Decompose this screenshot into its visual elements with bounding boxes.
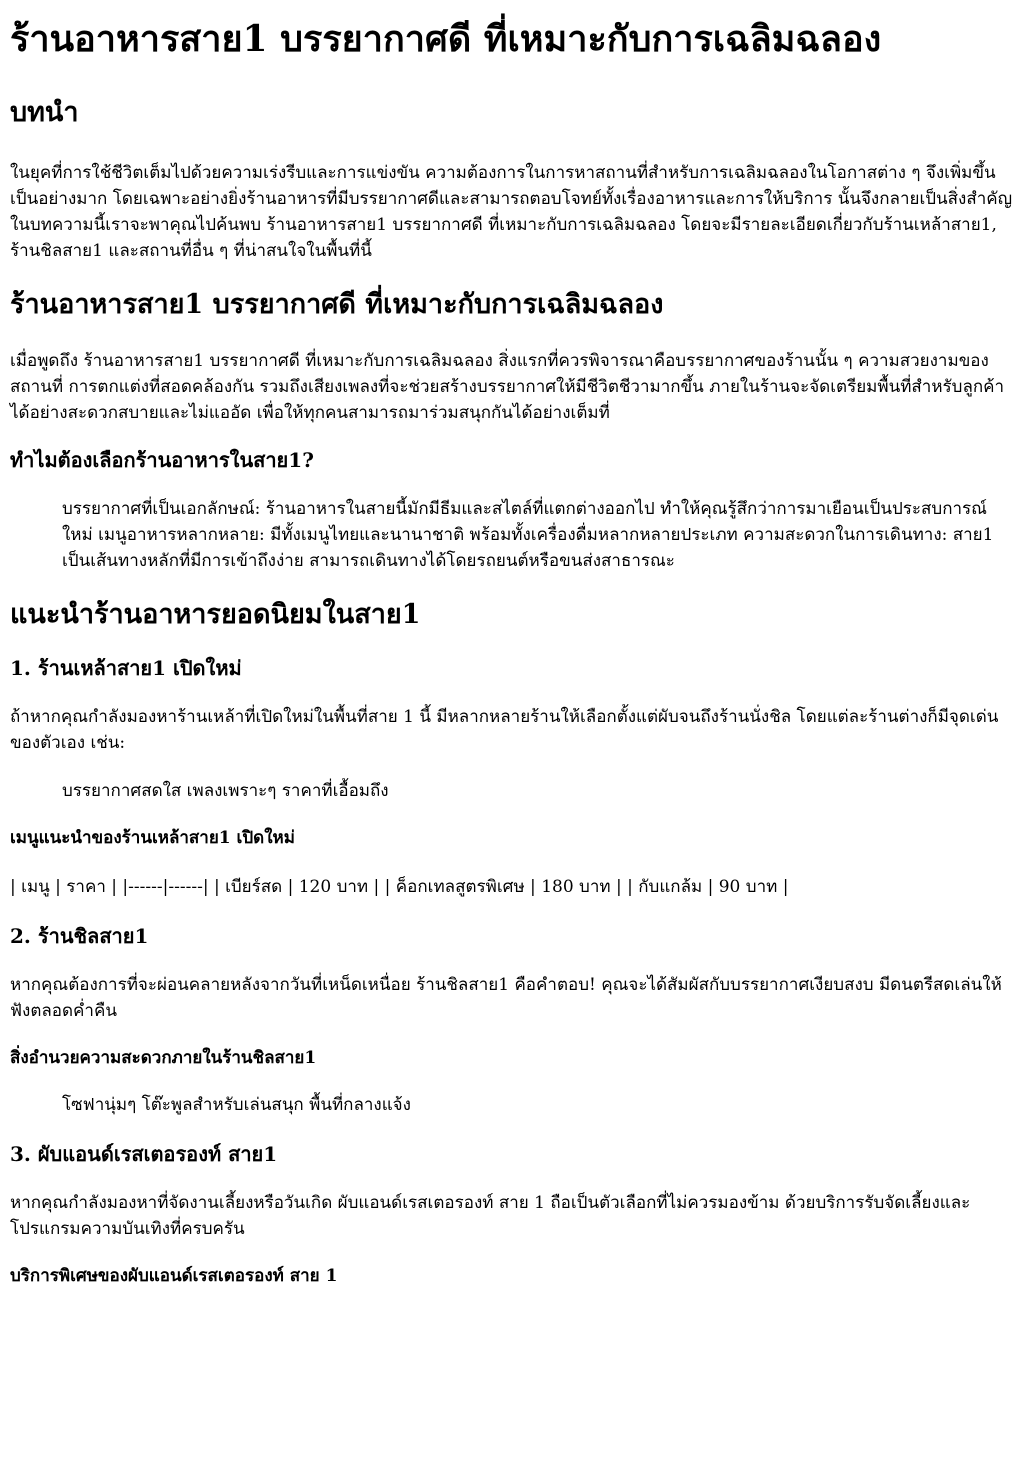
restaurant-3-heading: 3. ผับแอนด์เรสเตอรองท์ สาย1 xyxy=(10,1142,278,1166)
restaurant-1-heading: 1. ร้านเหล้าสาย1 เปิดใหม่ xyxy=(10,656,242,680)
why-choose-quote: บรรยากาศที่เป็นเอกลักษณ์: ร้านอาหารในสายนี้มักมีธีมและสไตล์ที่แตกต่างออกไป ทำให้คุณรู้สึกว่าการมาเยือนเป็นประสบการณ์ใหม่ เมนูอาหารหลากหลาย: มีทั้งเมนูไทยและนานาชาติ พร้อมทั้งเครื่องดื่มหลากหลายประเภท ความสะดวกในการเดินทาง: สาย1 เป็นเส้นทางหลักที่มีการเข้าถึงง่าย สามารถเดินทางได้โดยรถยนต์หรือขนส่งสาธารณะ xyxy=(62,499,994,571)
restaurant-3-services-heading: บริการพิเศษของผับแอนด์เรสเตอรองท์ สาย 1 xyxy=(10,1266,338,1286)
page-title: ร้านอาหารสาย1 บรรยากาศดี ที่เหมาะกับการเฉลิมฉลอง xyxy=(10,18,882,60)
restaurant-2-facilities-heading: สิ่งอำนวยความสะดวกภายในร้านชิลสาย1 xyxy=(10,1048,317,1068)
section-heading: ร้านอาหารสาย1 บรรยากาศดี ที่เหมาะกับการเฉลิมฉลอง xyxy=(10,289,664,320)
restaurant-2-facilities-quote: โซฟานุ่มๆ โต๊ะพูลสำหรับเล่นสนุก พื้นที่กลางแจ้ง xyxy=(62,1095,411,1115)
restaurant-1-quote: บรรยากาศสดใส เพลงเพราะๆ ราคาที่เอื้อมถึง xyxy=(62,781,389,801)
restaurant-3-paragraph: หากคุณกำลังมองหาที่จัดงานเลี้ยงหรือวันเกิด ผับแอนด์เรสเตอรองท์ สาย 1 ถือเป็นตัวเลือกที่ไม่ควรมองข้าม ด้วยบริการรับจัดเลี้ยงและโปรแกรมความบันเทิงที่ครบครัน xyxy=(10,1193,971,1239)
restaurant-1-menu-heading: เมนูแนะนำของร้านเหล้าสาย1 เปิดใหม่ xyxy=(10,828,295,848)
restaurant-2-heading: 2. ร้านชิลสาย1 xyxy=(10,924,149,948)
restaurant-1-menu-table-text: | เมนู | ราคา | |------|------| | เบียร์สด | 120 บาท | | ค็อกเทลสูตรพิเศษ | 180 บาท | | กับแกล้ม | 90 บาท | xyxy=(10,877,789,897)
restaurant-2-paragraph: หากคุณต้องการที่จะผ่อนคลายหลังจากวันที่เหน็ดเหนื่อย ร้านชิลสาย1 คือคำตอบ! คุณจะได้สัมผัสกับบรรยากาศเงียบสงบ มีดนตรีสดเล่นให้ฟังตลอดค่ำคืน xyxy=(10,975,1002,1021)
restaurant-1-paragraph: ถ้าหากคุณกำลังมองหาร้านเหล้าที่เปิดใหม่ในพื้นที่สาย 1 นี้ มีหลากหลายร้านให้เลือกตั้งแต่ผับจนถึงร้านนั่งชิล โดยแต่ละร้านต่างก็มีจุดเด่นของตัวเอง เช่น: xyxy=(10,707,999,753)
section-paragraph: เมื่อพูดถึง ร้านอาหารสาย1 บรรยากาศดี ที่เหมาะกับการเฉลิมฉลอง สิ่งแรกที่ควรพิจารณาคือบรรยากาศของร้านนั้น ๆ ความสวยงามของสถานที่ การตกแต่งที่สอดคล้องกัน รวมถึงเสียงเพลงที่จะช่วยสร้างบรรยากาศให้มีชีวิตชีวามากขึ้น ภายในร้านจะจัดเตรียมพื้นที่สำหรับลูกค้าได้อย่างสะดวกสบายและไม่แออัด เพื่อให้ทุกคนสามารถมาร่วมสนุกกันได้อย่างเต็มที่ xyxy=(10,351,1005,423)
intro-heading: บทนำ xyxy=(10,97,79,128)
intro-paragraph: ในยุคที่การใช้ชีวิตเต็มไปด้วยความเร่งรีบและการแข่งขัน ความต้องการในการหาสถานที่สำหรับการเฉลิมฉลองในโอกาสต่าง ๆ จึงเพิ่มขึ้นเป็นอย่างมาก โดยเฉพาะอย่างยิ่งร้านอาหารที่มีบรรยากาศดีและสามารถตอบโจทย์ทั้งเรื่องอาหารและการให้บริการ นั้นจึงกลายเป็นสิ่งสำคัญ ในบทความนี้เราจะพาคุณไปค้นพบ ร้านอาหารสาย1 บรรยากาศดี ที่เหมาะกับการเฉลิมฉลอง โดยจะมีรายละเอียดเกี่ยวกับร้านเหล้าสาย1, ร้านชิลสาย1 และสถานที่อื่น ๆ ที่น่าสนใจในพื้นที่นี้ xyxy=(10,163,1013,261)
popular-restaurants-heading: แนะนำร้านอาหารยอดนิยมในสาย1 xyxy=(10,599,421,630)
why-choose-heading: ทำไมต้องเลือกร้านอาหารในสาย1? xyxy=(10,448,314,472)
